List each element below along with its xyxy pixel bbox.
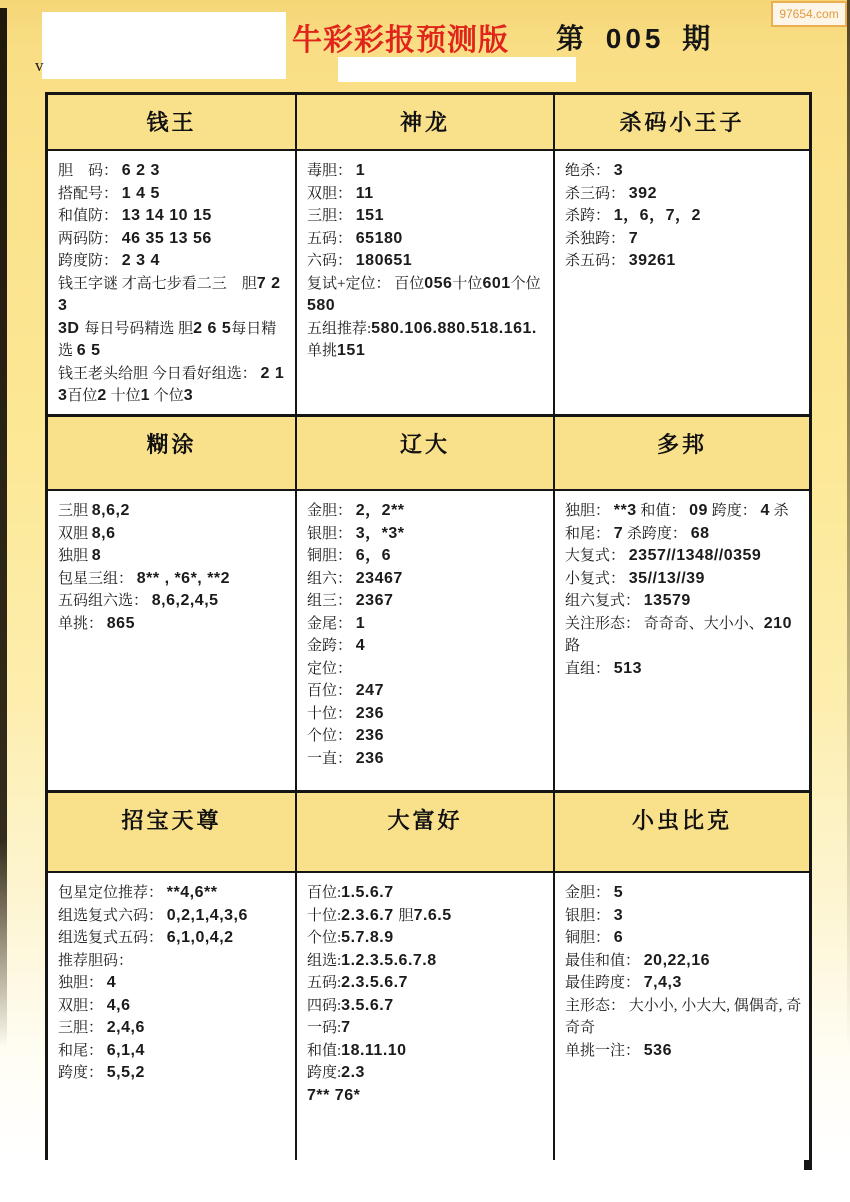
prediction-line [307, 228, 547, 251]
prediction-line [565, 658, 803, 681]
prediction-line [307, 500, 547, 523]
prediction-line [58, 205, 289, 228]
prediction-value: 2 1 3 [58, 364, 290, 404]
prediction-line [307, 1040, 547, 1063]
prediction-line [58, 250, 289, 273]
prediction-line [307, 568, 547, 591]
prediction-value: 1 [355, 614, 366, 632]
prediction-label: 单挑 [307, 343, 338, 359]
prediction-value: 8,6 [91, 524, 116, 542]
prediction-value: 2 3 4 [121, 252, 160, 269]
prediction-value: 513 [613, 659, 642, 677]
prediction-value: 601 [482, 274, 511, 292]
prediction-value: 1 4 5 [121, 184, 160, 202]
prediction-label: 杀跨： [565, 208, 614, 224]
prediction-label: 铜胆： [307, 548, 356, 564]
prediction-line [58, 183, 289, 206]
redacted-box-subtitle [338, 57, 576, 82]
prediction-label: 杀和尾： [565, 503, 789, 542]
prediction-value: 6,1,0,4,2 [166, 929, 234, 946]
prediction-label: 直组： [565, 660, 614, 677]
prediction-line [58, 568, 289, 591]
scan-edge-left [0, 8, 7, 1048]
prediction-line [58, 523, 289, 546]
prediction-value: **3 [613, 502, 637, 519]
prediction-line [565, 183, 803, 206]
prediction-value: 7 2 3 [58, 274, 286, 314]
prediction-value: 580.106.880.518.161. [371, 319, 537, 337]
panel-header-zhaobao-tianzun [48, 793, 297, 873]
prediction-label: 杀跨度： [623, 525, 691, 542]
panel-header-dafuhao [297, 793, 555, 873]
prediction-label: 最佳跨度： [565, 975, 644, 991]
prediction-line [307, 205, 547, 228]
prediction-label: 小复式： [565, 570, 629, 587]
panel-title: 钱王 [146, 110, 197, 135]
prediction-label: 三胆： [307, 208, 356, 224]
prediction-value: 236 [355, 704, 384, 722]
prediction-line [565, 972, 803, 995]
prediction-value: 1 [355, 162, 366, 179]
panel-body-hutu [48, 491, 297, 793]
prediction-value: 210 [763, 614, 792, 632]
prediction-value: 580 [307, 297, 336, 314]
prediction-value: 180651 [355, 252, 413, 269]
prediction-label: 两码防： [58, 230, 122, 247]
prediction-line [565, 927, 803, 950]
prediction-value: 65180 [355, 229, 403, 247]
prediction-label: 组六： [307, 570, 356, 587]
prediction-line [307, 613, 547, 636]
panel-header-hutu [48, 417, 297, 491]
prediction-label: 双胆： [58, 997, 107, 1014]
redacted-box-top-left [42, 12, 286, 79]
prediction-grid [45, 92, 812, 1160]
prediction-value: 6,1,4 [106, 1041, 145, 1059]
prediction-value: 2,4,6 [106, 1019, 145, 1036]
prediction-line [307, 725, 547, 748]
prediction-label: 银胆： [307, 525, 356, 542]
prediction-line [565, 1040, 803, 1063]
prediction-value: 2 6 5 [193, 319, 232, 337]
prediction-value: 247 [355, 682, 384, 699]
prediction-label: 关注形态： 奇奇奇、大小小、 [565, 615, 764, 632]
prediction-label: 一码: [307, 1020, 342, 1036]
panel-body-xiaochong-bike [555, 873, 809, 1160]
prediction-label: 四码: [307, 997, 342, 1014]
prediction-line [307, 658, 547, 681]
prediction-value: 6，6 [355, 547, 392, 564]
prediction-label: 双胆 [58, 525, 92, 542]
prediction-label: 十位： [307, 705, 356, 722]
prediction-label: 金胆： [565, 885, 614, 901]
prediction-value: 236 [355, 727, 384, 744]
panel-header-shama-xiaowangzi [555, 95, 809, 151]
prediction-value: 7 [341, 1019, 351, 1036]
prediction-value: 2.3.6.7 [341, 906, 399, 924]
prediction-value: 536 [643, 1041, 672, 1059]
panel-body-shama-xiaowangzi [555, 151, 809, 417]
prediction-value: 20,22,16 [643, 951, 711, 969]
prediction-label: 包星定位推荐： [58, 885, 167, 901]
prediction-value: **4,6** [166, 884, 218, 901]
site-watermark-text: 97654.com [779, 7, 839, 21]
prediction-label: 独胆： [58, 975, 107, 991]
prediction-value: 2 [97, 387, 107, 404]
prediction-label: 个位 [150, 388, 184, 404]
prediction-line [307, 680, 547, 703]
prediction-line [565, 545, 803, 568]
prediction-value: 6 2 3 [121, 162, 160, 179]
prediction-label: 毒胆： [307, 163, 356, 179]
prediction-value: 09 [689, 502, 708, 519]
prediction-value: 3 [613, 162, 624, 179]
prediction-line [58, 318, 289, 363]
prediction-value: 1，6，7，2 [613, 207, 701, 224]
prediction-value: 5 [613, 884, 624, 901]
prediction-line [565, 613, 803, 658]
prediction-value: 151 [337, 342, 366, 359]
prediction-value: 7.6.5 [413, 906, 452, 924]
prediction-line [307, 545, 547, 568]
prediction-label: 百位: [307, 885, 342, 901]
prediction-value: 236 [355, 749, 384, 767]
panel-body-duobang [555, 491, 809, 793]
prediction-label: 跨度防： [58, 253, 122, 269]
prediction-value: 1.2.3.5.6.7.8 [341, 951, 437, 969]
prediction-value: 8** , *6*, **2 [136, 569, 231, 587]
prediction-label: 钱王老头给胆 今日看好组选： [58, 365, 261, 382]
panel-header-duobang [555, 417, 809, 491]
prediction-line [58, 363, 289, 408]
prediction-value: 8,6,2,4,5 [151, 592, 219, 609]
prediction-line [58, 882, 289, 905]
prediction-line [58, 1062, 289, 1085]
prediction-line [307, 748, 547, 771]
prediction-line [307, 905, 547, 928]
prediction-line [565, 160, 803, 183]
prediction-label: 组选: [307, 952, 342, 969]
prediction-label: 杀五码： [565, 253, 629, 269]
prediction-label: 和尾： [58, 1042, 107, 1059]
prediction-label: 组三： [307, 593, 356, 609]
prediction-label: 包星三组： [58, 570, 137, 587]
prediction-label: 金尾： [307, 615, 356, 632]
prediction-label: 搭配号： [58, 185, 122, 202]
prediction-label: 杀三码： [565, 185, 629, 202]
prediction-value: 2.3 [341, 1064, 365, 1081]
panel-title: 辽大 [399, 432, 450, 457]
panel-body-shenlong [297, 151, 555, 417]
prediction-line [58, 590, 289, 613]
prediction-value: 8 [91, 547, 102, 564]
prediction-value: 392 [628, 184, 657, 202]
prediction-value: 4 [355, 637, 366, 654]
prediction-label: 主形态： 大小小, 小大大, 偶偶奇, 奇奇奇 [565, 997, 802, 1036]
prediction-value: 4,6 [106, 996, 131, 1014]
panel-body-liaoda [297, 491, 555, 793]
prediction-line [307, 340, 547, 363]
prediction-line [307, 995, 547, 1018]
prediction-line [565, 500, 803, 545]
prediction-value: 7,4,3 [643, 974, 682, 991]
panel-body-zhaobao-tianzun [48, 873, 297, 1160]
prediction-line [58, 160, 289, 183]
prediction-label: 复试+定位： 百位 [307, 275, 425, 292]
prediction-line [307, 950, 547, 973]
prediction-value: 0,2,1,4,3,6 [166, 906, 248, 924]
prediction-label: 双胆： [307, 185, 356, 202]
prediction-label: 胆 码： [58, 163, 122, 179]
prediction-line [565, 228, 803, 251]
prediction-label: 最佳和值： [565, 952, 644, 969]
prediction-value: 39261 [628, 252, 676, 269]
prediction-value: 1.5.6.7 [341, 884, 394, 901]
panel-header-xiaochong-bike [555, 793, 809, 873]
panel-title: 多邦 [656, 432, 707, 457]
panel-body-qianwang [48, 151, 297, 417]
site-watermark [771, 1, 847, 27]
prediction-label: 十位 [452, 275, 483, 292]
prediction-label: 五码组六选： [58, 593, 152, 609]
prediction-line [307, 882, 547, 905]
prediction-line [307, 183, 547, 206]
prediction-value: 056 [424, 274, 453, 292]
prediction-value: 7** 76* [307, 1086, 361, 1104]
panel-title: 大富好 [387, 808, 463, 833]
prediction-line [58, 545, 289, 568]
panel-body-dafuhao [297, 873, 555, 1160]
issue-number: 第 005 期 [556, 23, 715, 54]
prediction-label: 一直： [307, 750, 356, 767]
prediction-value: 8,6,2 [91, 502, 130, 519]
prediction-value: 18.11.10 [341, 1041, 407, 1059]
prediction-value: 5,5,2 [106, 1064, 145, 1081]
prediction-line [307, 1017, 547, 1040]
prediction-line [565, 950, 803, 973]
prediction-line [58, 905, 289, 928]
prediction-value: 1 [140, 387, 150, 404]
prediction-label: 五码： [307, 230, 356, 247]
prediction-line [58, 950, 289, 973]
prediction-value: 3 [613, 906, 624, 924]
prediction-label: 跨度： [707, 503, 761, 519]
prediction-line [307, 160, 547, 183]
prediction-label: 组选复式五码： [58, 930, 167, 946]
prediction-value: 2367 [355, 592, 394, 609]
prediction-label: 三胆 [58, 503, 92, 519]
prediction-line [58, 613, 289, 636]
prediction-label: 三胆： [58, 1020, 107, 1036]
prediction-label: 组选复式六码： [58, 907, 167, 924]
prediction-label: 个位 [510, 275, 541, 292]
prediction-value: 6 [613, 929, 624, 946]
prediction-line [307, 1062, 547, 1085]
prediction-line [565, 205, 803, 228]
prediction-value: 7 [628, 229, 639, 247]
prediction-label: 五码: [307, 975, 342, 991]
prediction-label: 绝杀： [565, 163, 614, 179]
prediction-label: 独胆： [565, 503, 614, 519]
panel-title: 神龙 [399, 110, 450, 135]
scan-artifact-mark: v [35, 56, 44, 75]
prediction-value: 23467 [355, 569, 403, 587]
prediction-line [307, 1085, 547, 1108]
prediction-label: 组六复式： [565, 593, 644, 609]
prediction-label: 独胆 [58, 548, 92, 564]
panel-header-qianwang [48, 95, 297, 151]
prediction-line [58, 995, 289, 1018]
prediction-value: 865 [106, 614, 135, 632]
prediction-line [58, 1017, 289, 1040]
panel-title: 小虫比克 [631, 808, 732, 833]
page-title: 牛彩彩报预测版 [292, 24, 509, 57]
prediction-line [565, 882, 803, 905]
prediction-label: 五组推荐: [307, 320, 372, 337]
prediction-line [565, 568, 803, 591]
prediction-label: 百位： [307, 683, 356, 699]
panel-header-shenlong [297, 95, 555, 151]
prediction-label: 路 [565, 638, 581, 654]
panel-title: 招宝天尊 [121, 808, 222, 833]
prediction-value: 2357//1348//0359 [628, 547, 762, 564]
prediction-label: 大复式： [565, 548, 629, 564]
prediction-line [307, 927, 547, 950]
prediction-value: 13 14 10 15 [121, 207, 212, 224]
prediction-line [307, 273, 547, 318]
prediction-line [58, 1040, 289, 1063]
prediction-line [307, 635, 547, 658]
prediction-line [58, 972, 289, 995]
prediction-value: 6 5 [76, 342, 101, 359]
prediction-value: 3 [183, 387, 194, 404]
prediction-value: 7 [613, 524, 624, 542]
prediction-value: 68 [690, 524, 710, 542]
prediction-label: 六码： [307, 253, 356, 269]
prediction-line [307, 318, 547, 341]
prediction-line [307, 250, 547, 273]
prediction-line [307, 523, 547, 546]
prediction-line [307, 972, 547, 995]
panel-header-liaoda [297, 417, 555, 491]
prediction-label: 单挑一注： [565, 1042, 644, 1059]
prediction-value: 4 [106, 974, 117, 991]
prediction-value: 2.3.5.6.7 [341, 974, 408, 991]
prediction-label: 和值: [307, 1042, 342, 1059]
prediction-label: 和值： [636, 503, 690, 519]
prediction-line [307, 590, 547, 613]
prediction-label: 银胆： [565, 907, 614, 924]
prediction-label: 每日号码精选 胆 [84, 320, 194, 337]
prediction-line [307, 703, 547, 726]
prediction-value: 3.5.6.7 [341, 996, 394, 1014]
panel-title: 糊涂 [146, 432, 197, 457]
prediction-label: 杀独跨： [565, 230, 629, 247]
prediction-value: 3D [58, 319, 85, 337]
prediction-line [565, 995, 803, 1040]
prediction-label: 推荐胆码： [58, 952, 134, 969]
prediction-value: 3，*3* [355, 524, 405, 542]
prediction-line [565, 250, 803, 273]
prediction-label: 铜胆： [565, 930, 614, 946]
prediction-value: 151 [355, 207, 384, 224]
prediction-line [565, 905, 803, 928]
prediction-label: 每日精选 [58, 320, 277, 359]
prediction-label: 定位： [307, 660, 353, 677]
prediction-line [58, 500, 289, 523]
prediction-label: 金跨： [307, 638, 356, 654]
prediction-line [58, 273, 289, 318]
prediction-value: 35//13//39 [628, 569, 705, 587]
prediction-line [58, 927, 289, 950]
panel-title: 杀码小王子 [619, 110, 745, 135]
prediction-value: 4 [760, 502, 770, 519]
prediction-label: 金胆： [307, 503, 356, 519]
prediction-value: 2，2** [355, 502, 405, 519]
prediction-label: 跨度: [307, 1065, 342, 1081]
prediction-value: 46 35 13 56 [121, 229, 212, 247]
prediction-value: 11 [355, 184, 374, 202]
prediction-label: 十位: [307, 907, 342, 924]
prediction-label: 个位： [307, 728, 356, 744]
prediction-label: 跨度： [58, 1065, 107, 1081]
prediction-label: 单挑： [58, 615, 107, 632]
prediction-value: 5.7.8.9 [341, 929, 394, 946]
prediction-label: 个位: [307, 930, 342, 946]
prediction-line [565, 590, 803, 613]
prediction-label: 胆 [398, 907, 414, 924]
prediction-label: 百位 [67, 388, 98, 404]
prediction-label: 钱王字谜 才高七步看二三 胆 [58, 275, 257, 292]
prediction-label: 和值防： [58, 208, 122, 224]
prediction-line [58, 228, 289, 251]
prediction-value: 13579 [643, 592, 691, 609]
prediction-label: 十位 [106, 388, 141, 404]
